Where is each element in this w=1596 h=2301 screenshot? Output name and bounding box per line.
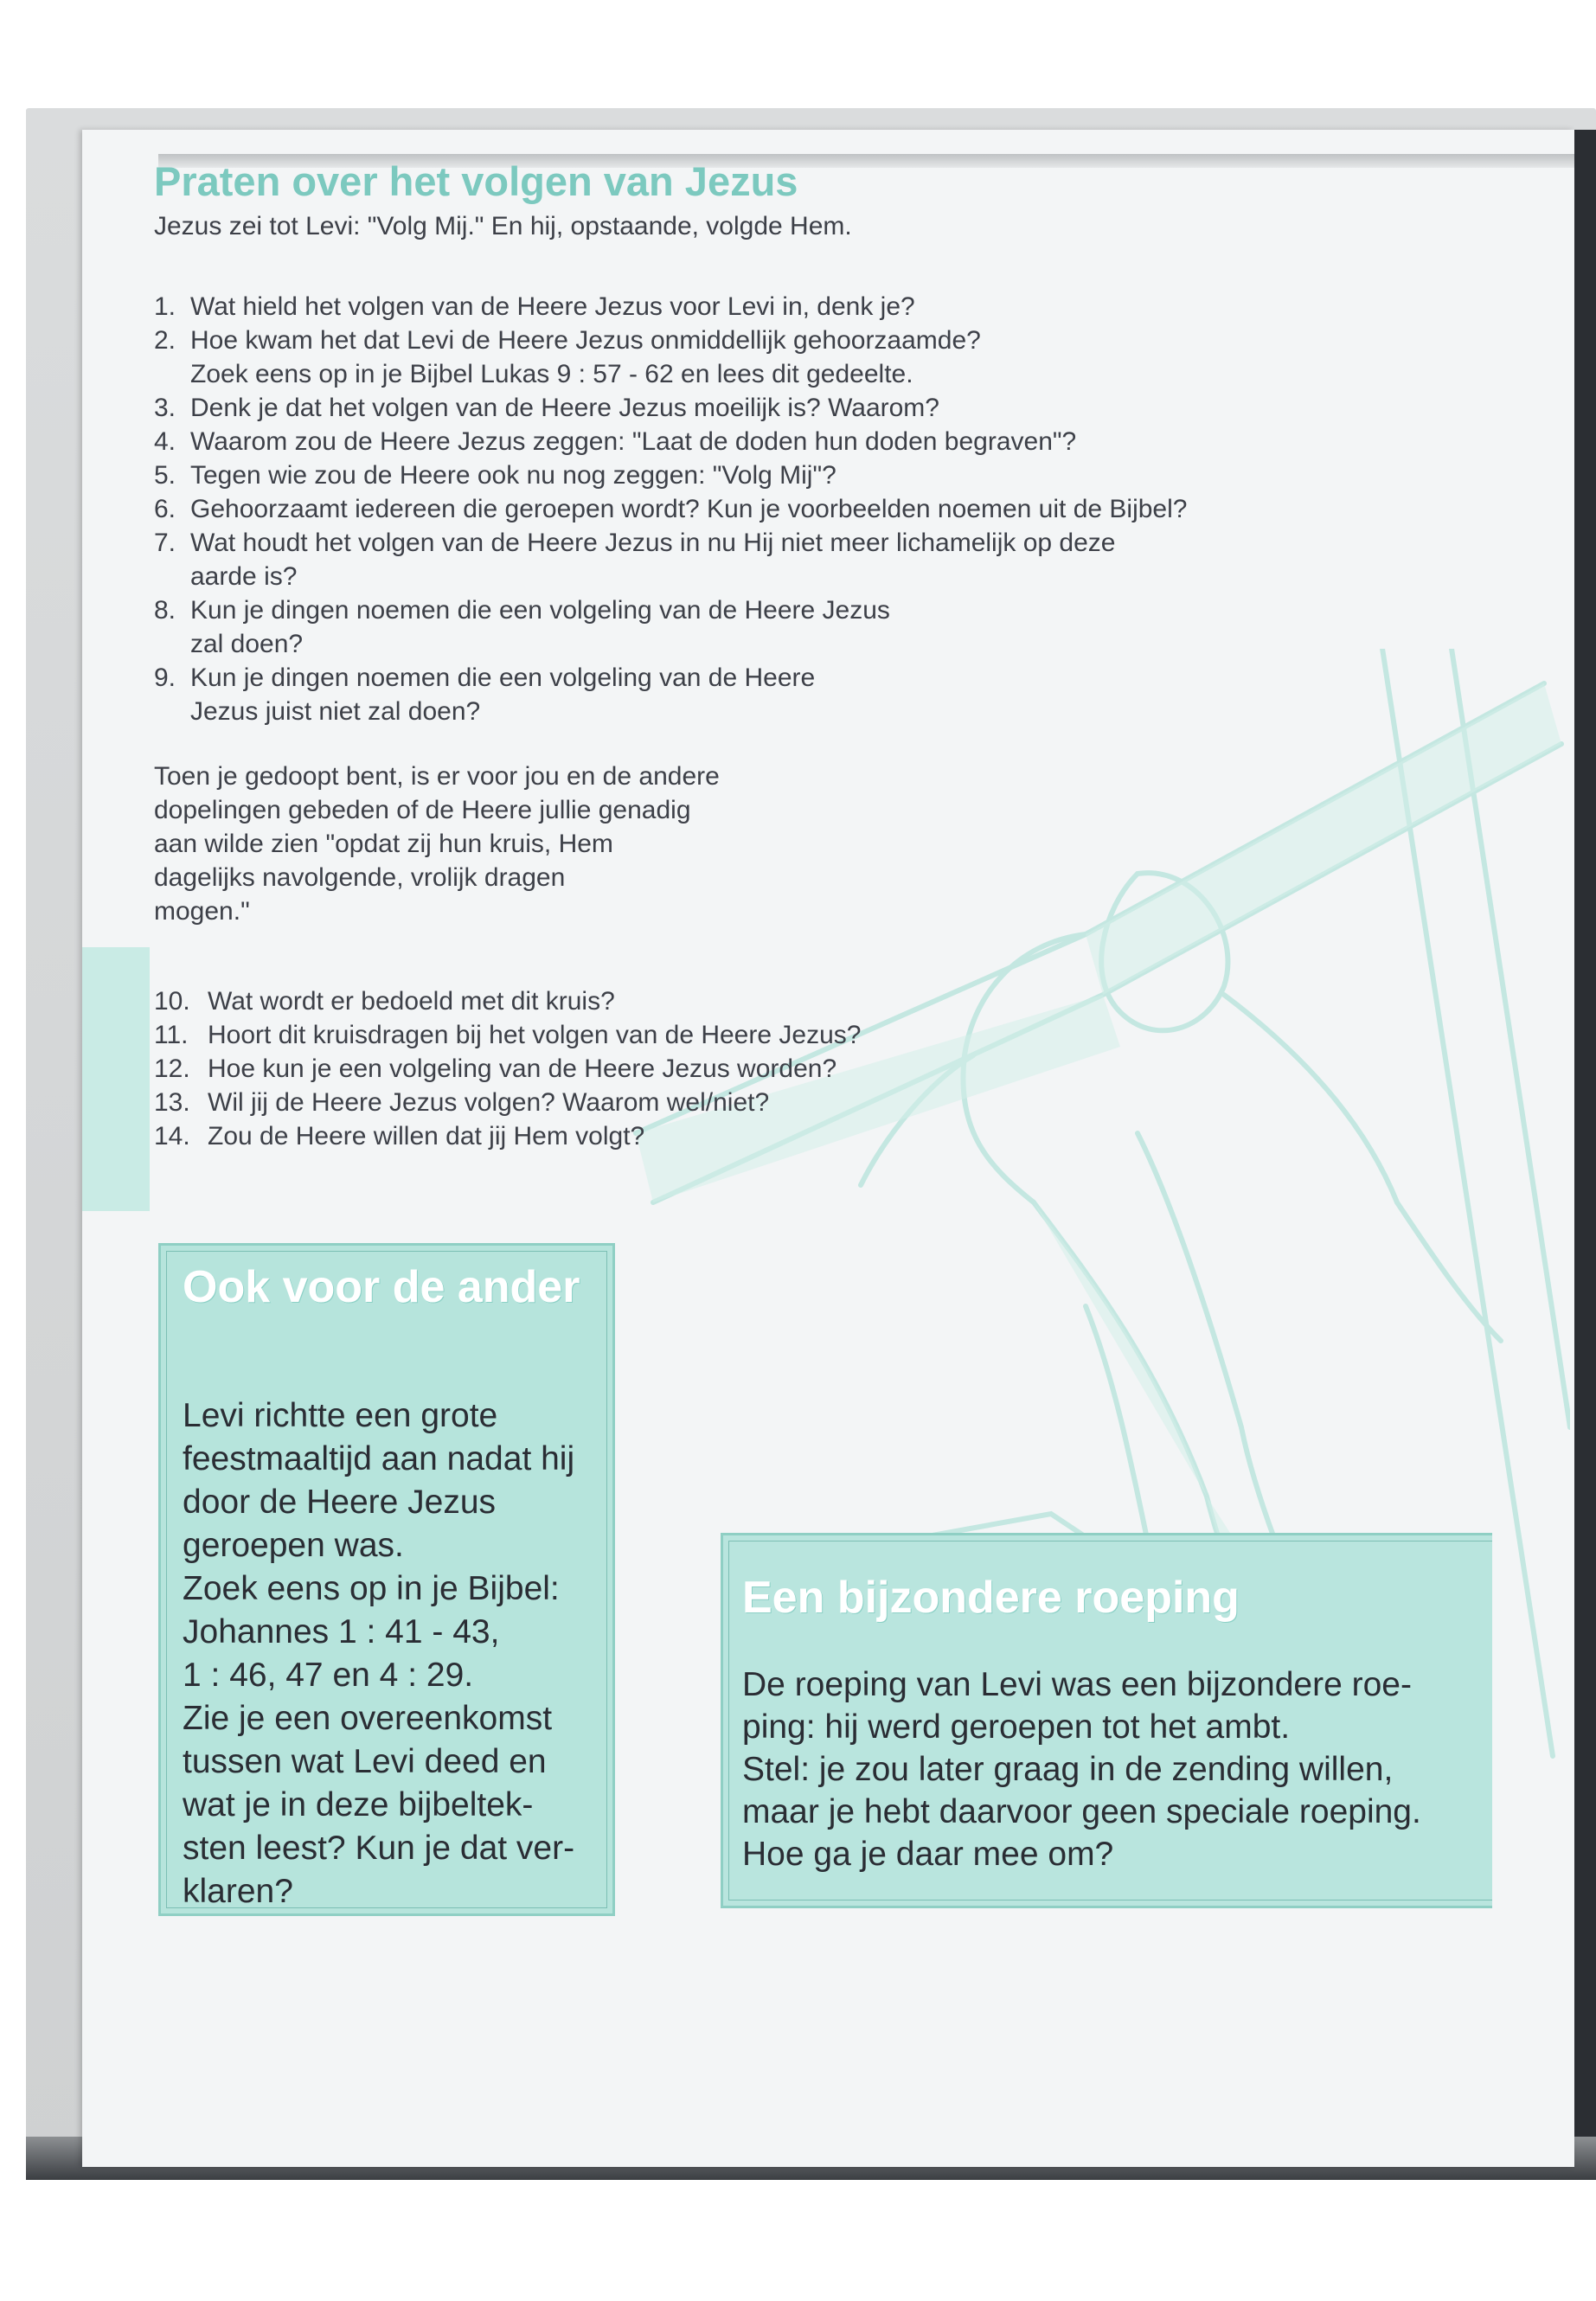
question-number: 7. (154, 529, 176, 557)
question-number: 5. (154, 461, 176, 490)
question-text: Kun je dingen noemen die een volgeling van de Heere Jezus zal doen? (190, 596, 890, 658)
question-text: Tegen wie zou de Heere ook nu nog zeggen: "Volg Mij"? (190, 461, 836, 490)
question-text: Hoe kun je een volgeling van de Heere Jezus worden? (208, 1054, 837, 1083)
question-item (154, 290, 1382, 324)
box-title: Ook voor de ander (183, 1262, 580, 1312)
side-color-tab (82, 947, 150, 1211)
question-item (154, 1018, 1106, 1052)
question-number: 14. (154, 1122, 190, 1150)
question-item (154, 492, 1382, 526)
question-text: Hoort dit kruisdragen bij het volgen van de Heere Jezus? (208, 1021, 862, 1049)
box-ook-voor-de-ander (158, 1243, 615, 1916)
question-number: 1. (154, 292, 176, 321)
question-item (154, 425, 1382, 458)
question-text: Zou de Heere willen dat jij Hem volgt? (208, 1122, 645, 1150)
question-item (154, 526, 1382, 593)
question-item (154, 984, 1106, 1018)
box-title: Een bijzondere roeping (742, 1573, 1240, 1623)
question-list-2 (154, 984, 1106, 1153)
baptism-paragraph: Toen je gedoopt bent, is er voor jou en de andere dopelingen gebeden of de Heere jullie genadig aan wilde zien "opdat zij hun kruis, Hem dagelijks navolgende, vrolijk dragen mogen." (154, 762, 720, 926)
question-text: Waarom zou de Heere Jezus zeggen: "Laat de doden hun doden begraven"? (190, 427, 1077, 456)
question-text: Gehoorzaamt iedereen die geroepen wordt? Kun je voorbeelden noemen uit de Bijbel? (190, 495, 1188, 523)
question-item (154, 1086, 1106, 1119)
question-number: 12. (154, 1054, 190, 1083)
question-item (154, 1052, 1106, 1086)
box-text: Levi richtte een grote feestmaaltijd aan nadat hij door de Heere Jezus geroepen was. Zoek eens op in je Bijbel: Johannes 1 : 41 - 43, 1 : 46, 47 en 4 : 29. Zie je een overeenkomst tussen wat Levi deed en wat je in deze bijbeltek- sten leest? Kun je dat ver- klaren? (183, 1397, 575, 1910)
box-text: De roeping van Levi was een bijzondere roe- ping: hij werd geroepen tot het ambt. Stel: je zou later graag in de zending willen, maar je hebt daarvoor geen speciale roeping. Hoe ga je daar mee om? (742, 1666, 1421, 1873)
question-list (154, 290, 1382, 728)
book-page (82, 130, 1574, 2167)
question-number: 8. (154, 596, 176, 625)
question-text: Kun je dingen noemen die een volgeling van de Heere Jezus juist niet zal doen? (190, 663, 816, 726)
question-text: Hoe kwam het dat Levi de Heere Jezus onmiddellijk gehoorzaamde? Zoek eens op in je Bijbel Lukas 9 : 57 - 62 en lees dit gedeelte. (190, 326, 981, 388)
section-intro: Jezus zei tot Levi: "Volg Mij." En hij, opstaande, volgde Hem. (154, 212, 852, 240)
question-item (154, 324, 1382, 391)
question-item (154, 458, 1382, 492)
question-number: 13. (154, 1088, 190, 1117)
box-bijzondere-roeping (721, 1533, 1492, 1908)
question-item (154, 1119, 1106, 1153)
question-text: Wat wordt er bedoeld met dit kruis? (208, 987, 615, 1016)
question-number: 6. (154, 495, 176, 523)
question-item (154, 593, 1382, 661)
question-number: 10. (154, 987, 190, 1016)
question-number: 4. (154, 427, 176, 456)
question-number: 9. (154, 663, 176, 692)
question-text: Wil jij de Heere Jezus volgen? Waarom wel/niet? (208, 1088, 770, 1117)
question-number: 11. (154, 1021, 189, 1049)
question-text: Denk je dat het volgen van de Heere Jezus moeilijk is? Waarom? (190, 394, 939, 422)
question-item (154, 391, 1382, 425)
question-text: Wat hield het volgen van de Heere Jezus voor Levi in, denk je? (190, 292, 915, 321)
question-item (154, 661, 1382, 728)
question-number: 2. (154, 326, 176, 355)
section-title: Praten over het volgen van Jezus (154, 158, 798, 204)
question-number: 3. (154, 394, 176, 422)
question-text: Wat houdt het volgen van de Heere Jezus in nu Hij niet meer lichamelijk op deze aarde is? (190, 529, 1116, 591)
